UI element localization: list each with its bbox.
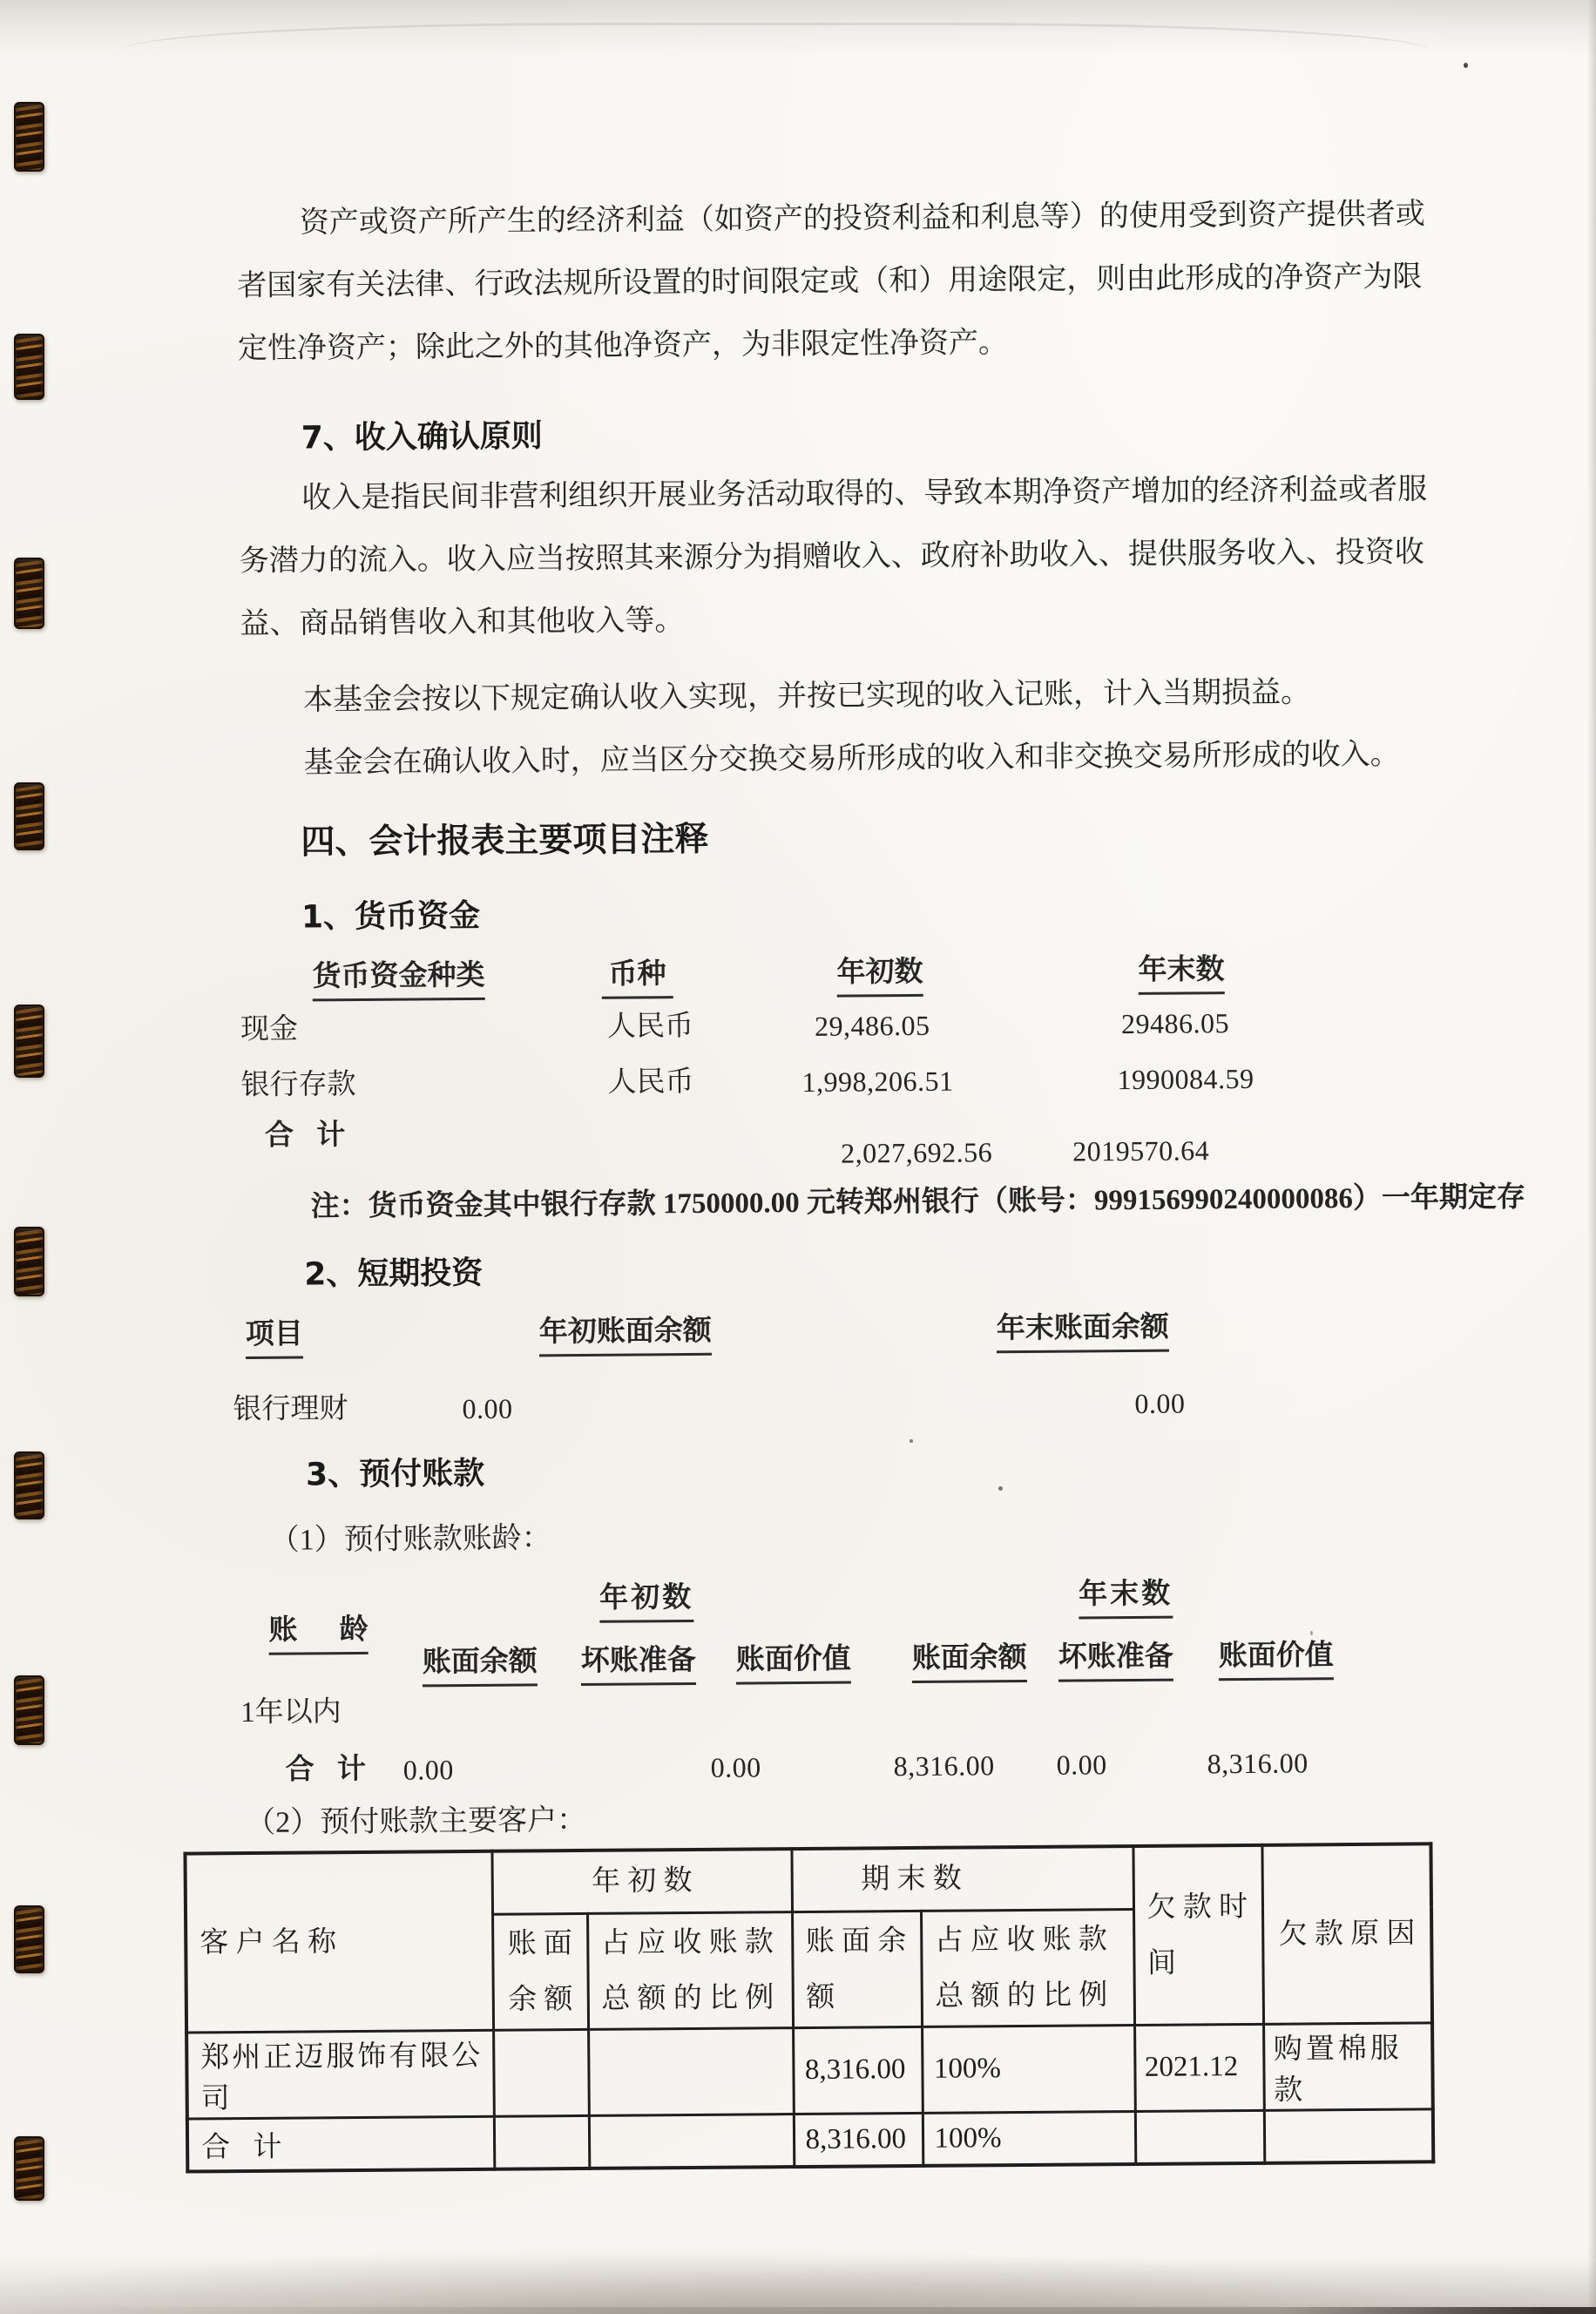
prepaid-customers-table (183, 1842, 1435, 2173)
income-distinguish-line: 基金会在确认收入时，应当区分交换交易所形成的收入和非交换交易所形成的收入。 (303, 738, 1400, 780)
cash-row1-currency: 人民币 (606, 1010, 694, 1043)
cust-col-customer: 客 户 名 称 (185, 1851, 493, 2033)
section-4-heading: 四、会计报表主要项目注释 (301, 819, 709, 863)
cust-row1-time: 2021.12 (1134, 2024, 1264, 2111)
si-row1-name: 银行理财 (233, 1393, 348, 1426)
cash-total-end: 2019570.64 (1072, 1134, 1210, 1167)
cash-col-begin: 年初数 (836, 956, 923, 998)
cust-total-begin-ratio (589, 2114, 794, 2169)
cash-total-begin: 2,027,692.56 (841, 1136, 993, 1169)
sec7-line-1: 收入是指民间非营利组织开展业务活动取得的、导致本期净资产增加的经济利益或者服 (301, 473, 1428, 515)
aging-sub-begin-baddebt: 坏账准备 (581, 1644, 696, 1686)
cash-row1-end: 29486.05 (1120, 1007, 1230, 1040)
cash-section-heading: 1、货币资金 (301, 897, 481, 936)
cust-group-begin: 年 初 数 (491, 1849, 792, 1914)
aging-total-begin-balance: 0.00 (402, 1754, 454, 1786)
si-col-begin: 年初账面余额 (539, 1315, 712, 1357)
si-row1-begin: 0.00 (462, 1392, 513, 1425)
cust-total-time (1135, 2110, 1264, 2164)
cash-col-type: 货币资金种类 (312, 959, 484, 1001)
cash-row2-begin: 1,998,206.51 (801, 1065, 954, 1098)
short-invest-heading: 2、短期投资 (304, 1255, 484, 1293)
aging-total-end-value: 8,316.00 (1207, 1747, 1309, 1780)
cust-col-begin-ratio: 占 应 收 账 款 总 额 的 比 例 (587, 1911, 793, 2029)
section-7-heading: 7、收入确认原则 (301, 418, 543, 457)
income-confirm-line: 本基金会按以下规定确认收入实现，并按已实现的收入记账，计入当期损益。 (302, 676, 1311, 717)
cust-group-end: 期 末 数 (791, 1846, 1133, 1911)
cash-col-end: 年末数 (1138, 953, 1224, 995)
aging-sub-end-balance: 账面余额 (912, 1641, 1027, 1683)
cust-total-begin-balance (494, 2115, 589, 2169)
aging-row-within1yr: 1年以内 (240, 1696, 342, 1729)
cust-col-end-ratio: 占 应 收 账 款 总 额 的 比 例 (921, 1909, 1134, 2026)
cash-row1-begin: 29,486.05 (814, 1009, 930, 1042)
aging-total-label: 合 计 (285, 1753, 367, 1786)
scan-bottom-shadow (0, 2236, 1596, 2314)
aging-sub-end-baddebt: 坏账准备 (1058, 1641, 1173, 1682)
aging-total-end-baddebt: 0.00 (1056, 1749, 1107, 1781)
cash-row2-currency: 人民币 (607, 1066, 694, 1099)
aging-total-begin-value: 0.00 (710, 1751, 761, 1783)
cust-total-label: 合 计 (187, 2116, 494, 2172)
cash-col-currency: 币种 (601, 957, 673, 999)
cust-row1-end-balance: 8,316.00 (793, 2026, 923, 2114)
cust-col-end-balance: 账 面 余 额 (792, 1911, 922, 2027)
intro-line-1: 资产或资产所产生的经济利益（如资产的投资利益和利息等）的使用受到资产提供者或 (299, 198, 1425, 240)
cust-total-end-balance: 8,316.00 (794, 2113, 923, 2167)
intro-line-3: 定性净资产；除此之外的其他净资产，为非限定性净资产。 (237, 327, 1009, 366)
aging-sub-end-value: 账面价值 (1219, 1639, 1334, 1681)
aging-col-age: 账 龄 (268, 1614, 369, 1655)
cash-row2-name: 银行存款 (240, 1068, 356, 1102)
si-row1-end: 0.00 (1134, 1387, 1186, 1419)
cash-row2-end: 1990084.59 (1117, 1062, 1254, 1096)
si-col-end: 年末账面余额 (997, 1311, 1169, 1353)
cust-col-time: 欠 款 时 间 (1133, 1845, 1263, 2025)
cust-col-reason: 欠 款 原 因 (1261, 1844, 1432, 2024)
aging-sub-begin-balance: 账面余额 (423, 1645, 538, 1687)
cust-row1-begin-ratio (588, 2027, 794, 2115)
aging-group-begin: 年初数 (599, 1581, 693, 1623)
prepaid-customers-label: （2）预付账款主要客户： (246, 1803, 587, 1840)
cust-col-begin-balance: 账 面 余 额 (492, 1913, 588, 2030)
aging-total-end-balance: 8,316.00 (893, 1749, 995, 1783)
aging-sub-begin-value: 账面价值 (736, 1643, 851, 1685)
cash-total-label: 合 计 (264, 1120, 346, 1152)
cust-total-end-ratio: 100% (923, 2111, 1135, 2166)
intro-line-2: 者国家有关法律、行政法规所设置的时间限定或（和）用途限定，则由此形成的净资产为限 (237, 260, 1423, 303)
cash-row1-name: 现金 (240, 1013, 299, 1046)
cust-row1-end-ratio: 100% (922, 2025, 1135, 2113)
scan-bottom-edge (0, 2307, 1596, 2314)
cust-row1-name: 郑州正迈服饰有限公司 (186, 2030, 494, 2119)
si-col-item: 项目 (246, 1317, 303, 1358)
sec7-line-3: 益、商品销售收入和其他收入等。 (240, 605, 685, 641)
sec7-line-2: 务潜力的流入。收入应当按照其来源分为捐赠收入、政府补助收入、提供服务收入、投资收 (239, 536, 1424, 578)
prepaid-heading: 3、预付账款 (305, 1455, 485, 1493)
cash-note: 注：货币资金其中银行存款 1750000.00 元转郑州银行（账号：999156990240000086）一年期定存 (310, 1181, 1526, 1223)
cust-total-reason (1264, 2108, 1433, 2163)
prepaid-aging-label: （1）预付账款账龄： (269, 1522, 551, 1557)
cust-row1-reason: 购置棉服款 (1263, 2022, 1433, 2110)
cust-row1-begin-balance (493, 2029, 589, 2116)
table-row (187, 2108, 1433, 2171)
table-row (186, 2022, 1433, 2118)
aging-group-end: 年末数 (1079, 1578, 1173, 1620)
